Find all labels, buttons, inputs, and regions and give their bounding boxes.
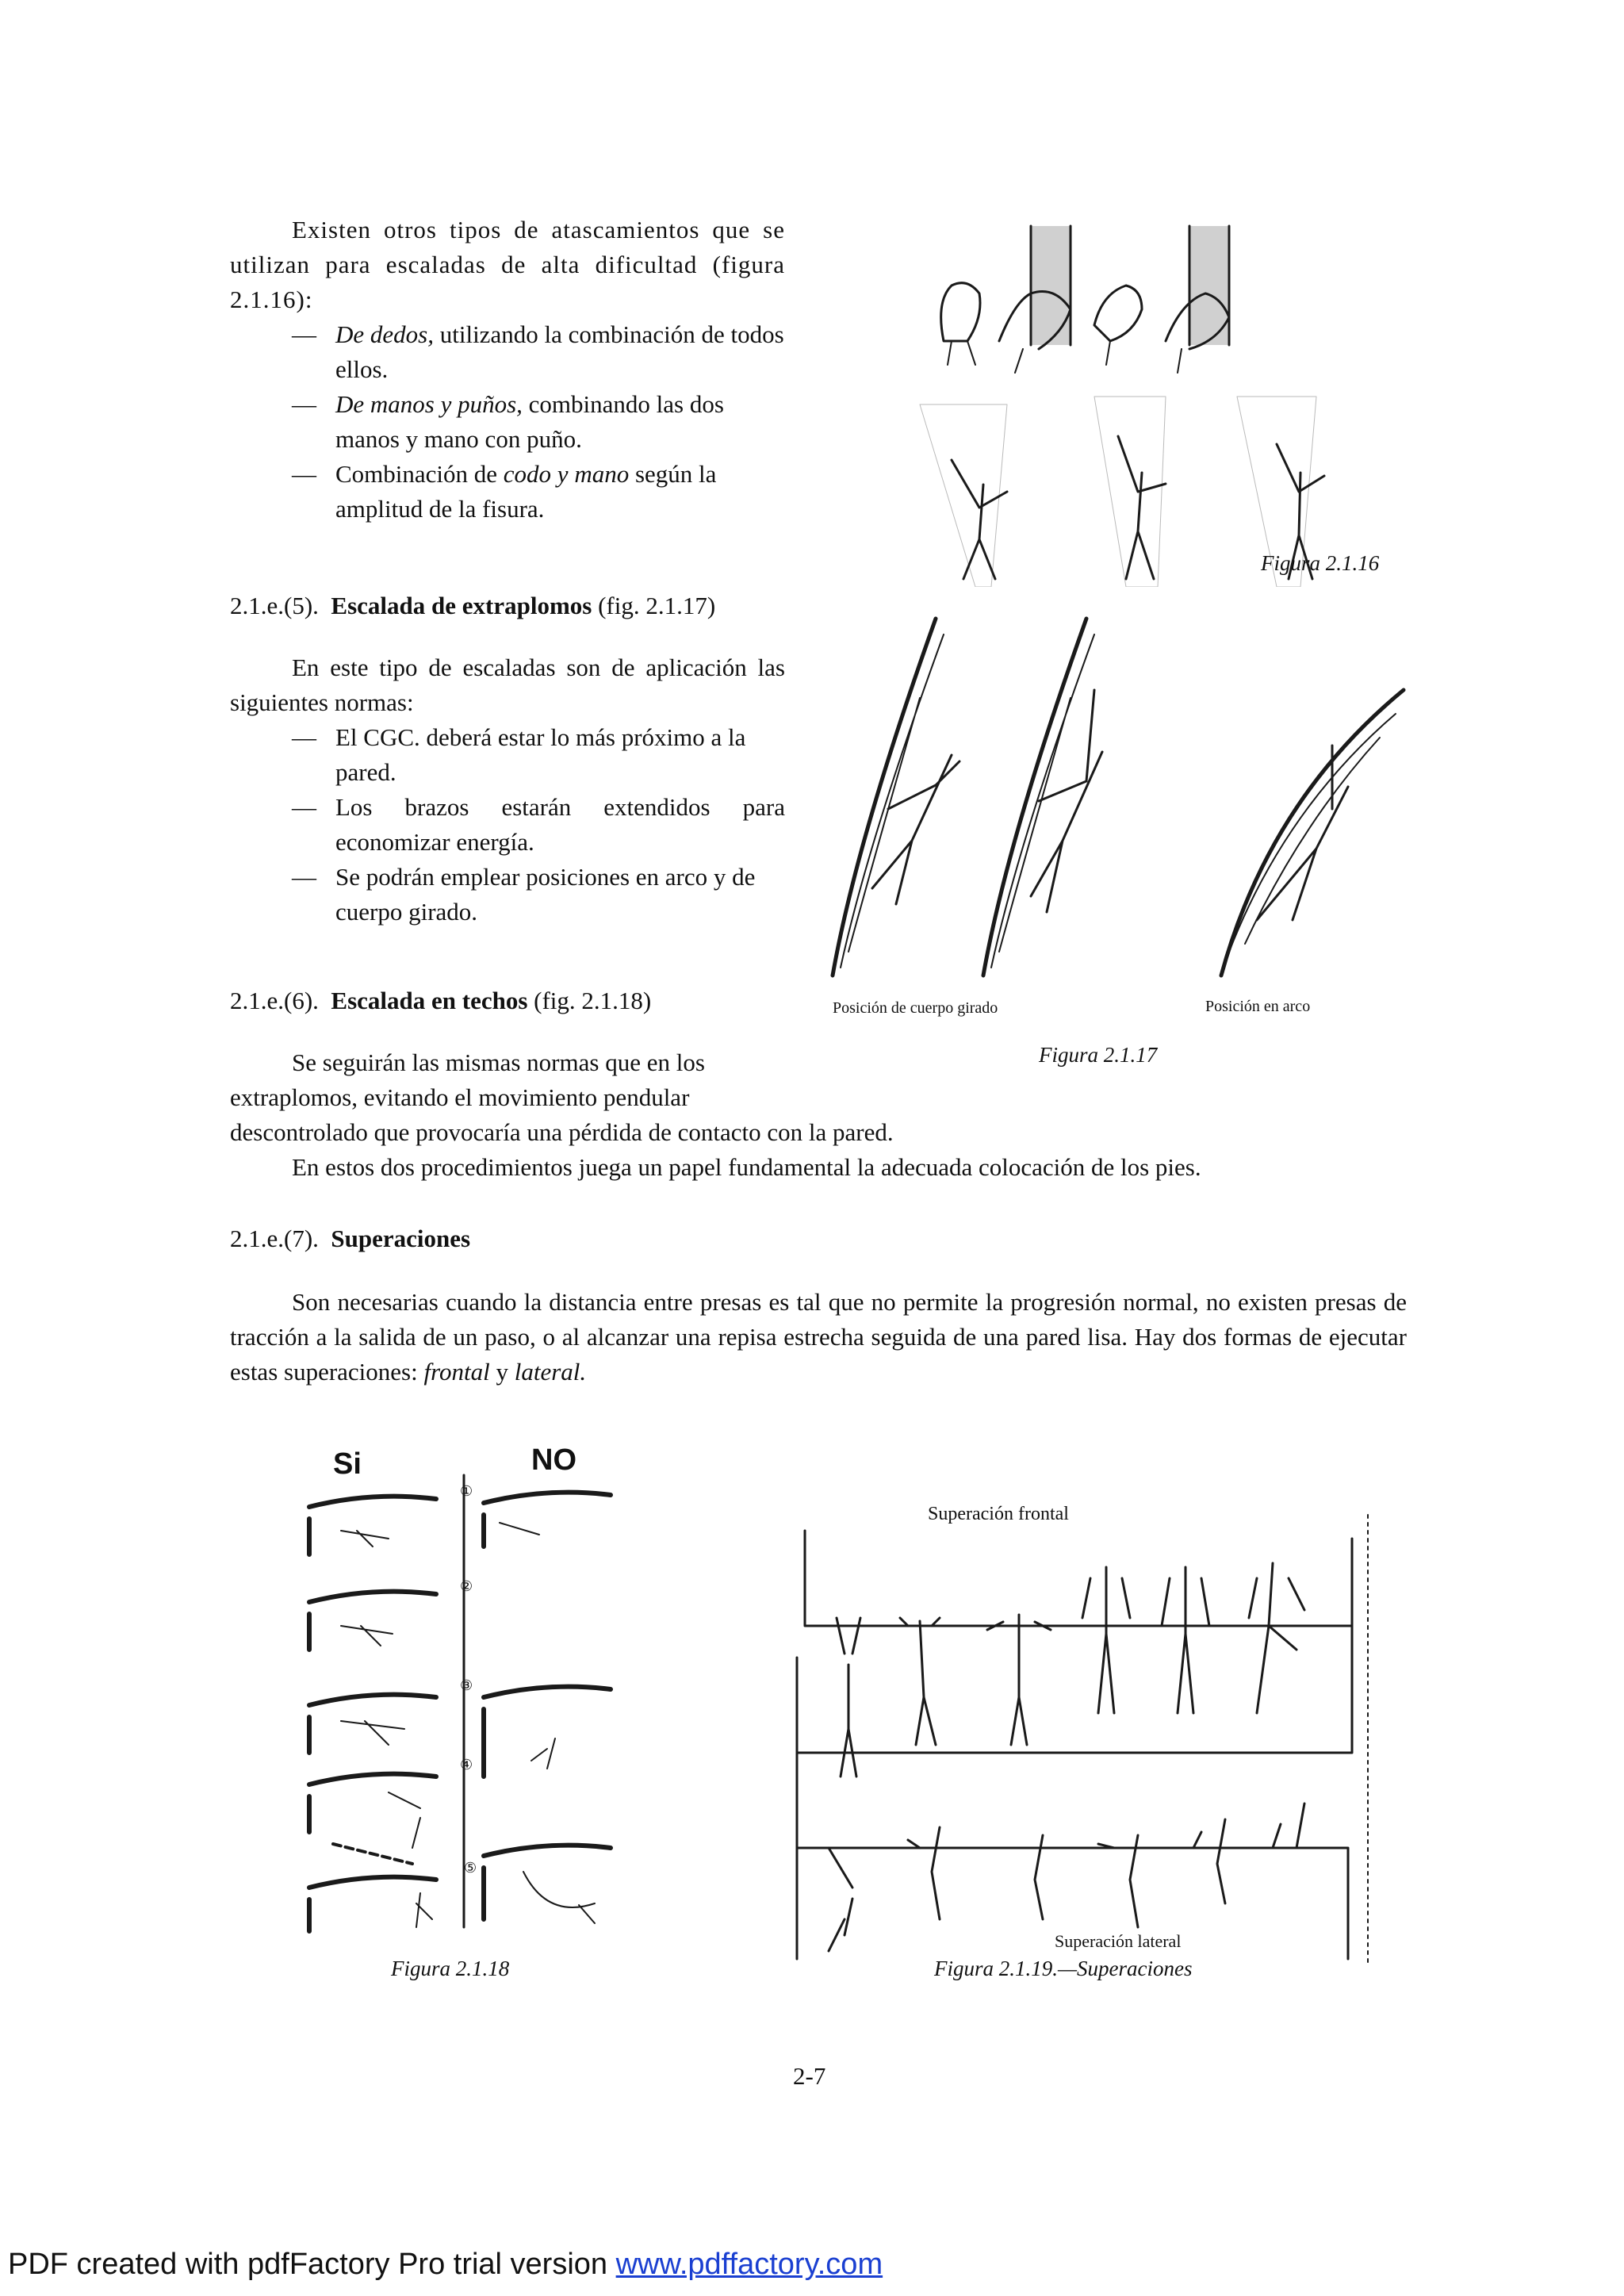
atascamientos-list bbox=[292, 317, 785, 527]
list-item: — Los brazos estarán extendidos para economizar energía. bbox=[292, 793, 785, 856]
frontal-label: Superación frontal bbox=[928, 1504, 1069, 1524]
si-label: Si bbox=[333, 1447, 362, 1481]
figure-2-1-18-caption: Figura 2.1.18 bbox=[391, 1957, 510, 1980]
lateral-label: Superación lateral bbox=[1055, 1931, 1182, 1951]
step-1-label: ① bbox=[460, 1483, 473, 1499]
figure-2-1-17-label-right: Posición en arco bbox=[1205, 998, 1311, 1015]
pdf-footer bbox=[8, 2248, 883, 2282]
step-4-label: ④ bbox=[460, 1757, 473, 1773]
no-label: NO bbox=[531, 1443, 576, 1477]
footer-text: PDF created with pdfFactory Pro trial version bbox=[8, 2248, 616, 2281]
ledge-mantle-illustration bbox=[781, 1491, 1400, 1967]
figure-2-1-17 bbox=[825, 603, 1419, 991]
step-3-label: ③ bbox=[460, 1677, 473, 1693]
section-6-heading: 2.1.e.(6). Escalada en techos (fig. 2.1.18) bbox=[230, 987, 652, 1014]
figure-2-1-16-caption: Figura 2.1.16 bbox=[1261, 551, 1380, 575]
section-6-line1: Se seguirán las mismas normas que en los bbox=[292, 1048, 705, 1076]
roof-climbing-illustration bbox=[293, 1443, 634, 1935]
step-2-label: ② bbox=[460, 1578, 473, 1594]
step-5-label: ⑤ bbox=[464, 1860, 477, 1876]
section-6-line2: extraplomos, evitando el movimiento pendular bbox=[230, 1083, 690, 1111]
figure-2-1-19 bbox=[781, 1491, 1400, 1967]
list-item: — Combinación de codo y mano según la amplitud de la fisura. bbox=[292, 460, 717, 523]
list-item: — De manos y puños, combinando las dos manos y mano con puño. bbox=[292, 390, 724, 453]
page-number: 2-7 bbox=[793, 2062, 826, 2090]
figure-2-1-16 bbox=[904, 222, 1411, 587]
list-item: — El CGC. deberá estar lo más próximo a la pared. bbox=[292, 723, 746, 786]
figure-2-1-19-caption: Figura 2.1.19.—Superaciones bbox=[934, 1957, 1193, 1980]
section-5-body bbox=[230, 650, 785, 930]
section-5-intro: En este tipo de escaladas son de aplicación las siguientes normas: bbox=[230, 654, 785, 716]
section-5-heading: 2.1.e.(5). Escalada de extraplomos (fig. 2.1.17) bbox=[230, 592, 716, 619]
figure-2-1-18 bbox=[293, 1443, 634, 1935]
figure-2-1-17-caption: Figura 2.1.17 bbox=[1039, 1043, 1158, 1067]
list-item: — Se podrán emplear posiciones en arco y de cuerpo girado. bbox=[292, 863, 756, 926]
footer-link[interactable]: www.pdffactory.com bbox=[615, 2248, 883, 2281]
section-6-line3: descontrolado que provocaría una pérdida de contacto con la pared. bbox=[230, 1118, 894, 1146]
atascamientos-intro: Existen otros tipos de atascamientos que se utilizan para escaladas de alta dificultad (figura 2.1.16): bbox=[230, 216, 785, 313]
list-item: — De dedos, utilizando la combinación de todos ellos. bbox=[292, 320, 784, 383]
jamming-illustration bbox=[904, 222, 1411, 587]
section-7-heading: 2.1.e.(7). Superaciones bbox=[230, 1225, 471, 1252]
overhang-illustration bbox=[825, 603, 1419, 991]
figure-2-1-17-label-left: Posición de cuerpo girado bbox=[833, 999, 998, 1017]
atascamientos-block bbox=[230, 213, 785, 527]
section-7-para: Son necesarias cuando la distancia entre presas es tal que no permite la progresión normal, no existen presas de tracción a la salida de un paso, o al alcanzar una repisa estrecha seguida de una pared lisa. Hay dos formas de ejecutar estas superaciones: frontal y lateral. bbox=[230, 1288, 1407, 1386]
section-5-list bbox=[292, 720, 785, 930]
section-6-para2: En estos dos procedimientos juega un papel fundamental la adecuada colocación de los pies. bbox=[292, 1153, 1201, 1181]
